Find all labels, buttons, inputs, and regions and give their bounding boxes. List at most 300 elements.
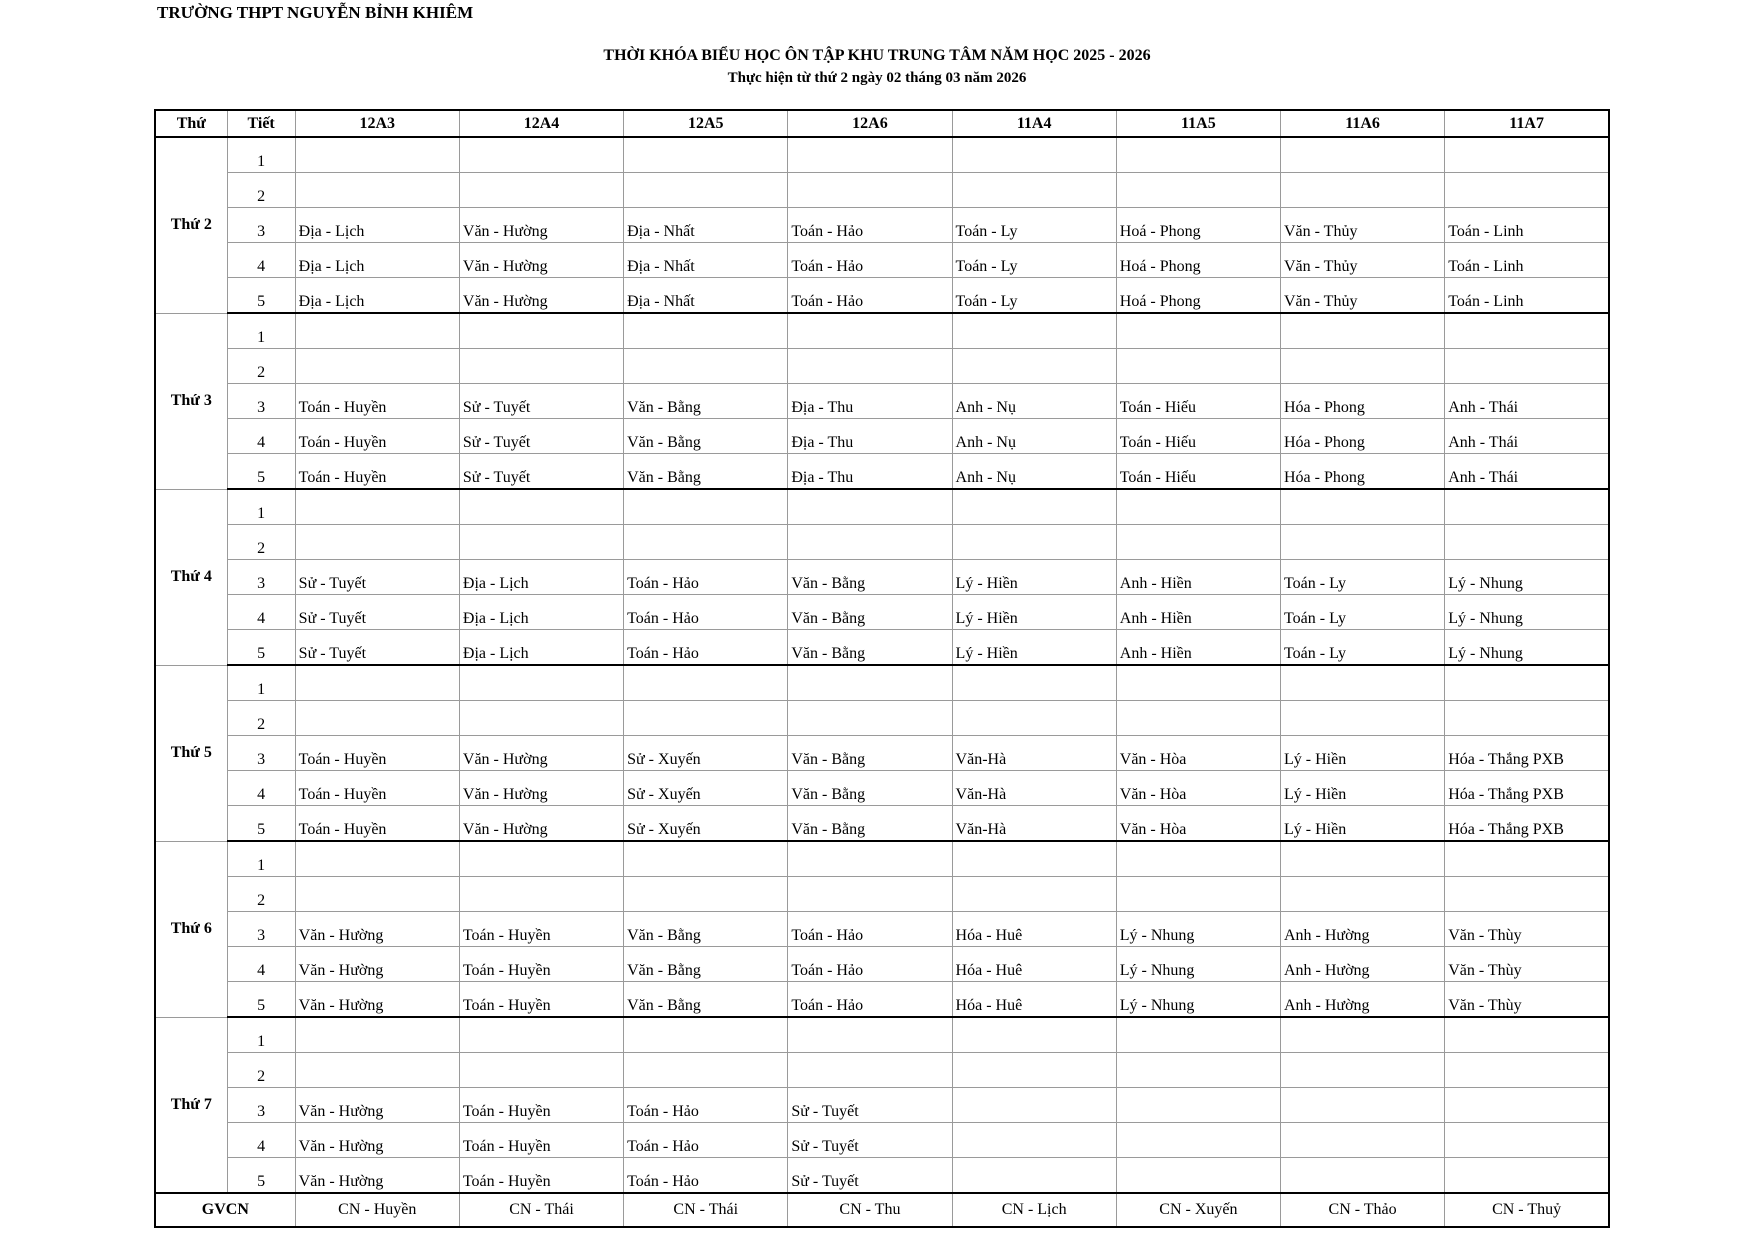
lesson-cell: Lý - Hiền (1280, 736, 1444, 771)
lesson-cell (952, 1017, 1116, 1053)
lesson-cell: Văn - Thủy (1280, 243, 1444, 278)
lesson-cell: Toán - Ly (952, 243, 1116, 278)
lesson-cell (1445, 841, 1609, 877)
lesson-cell (1116, 525, 1280, 560)
lesson-cell: Địa - Thu (788, 384, 952, 419)
period-number: 5 (227, 1158, 295, 1194)
lesson-cell: Lý - Nhung (1116, 947, 1280, 982)
table-row (155, 665, 1609, 701)
lesson-cell: Văn - Hường (459, 243, 623, 278)
lesson-cell: Hoá - Phong (1116, 208, 1280, 243)
day-label: Thứ 7 (155, 1017, 227, 1193)
lesson-cell: Văn - Thùy (1445, 912, 1609, 947)
header-class: 11A7 (1445, 110, 1609, 137)
lesson-cell: Văn - Hường (295, 982, 459, 1018)
table-row (155, 137, 1609, 173)
lesson-cell (1280, 1088, 1444, 1123)
lesson-cell: Văn-Hà (952, 806, 1116, 842)
lesson-cell: Lý - Nhung (1116, 982, 1280, 1018)
lesson-cell: Hóa - Phong (1280, 419, 1444, 454)
day-label: Thứ 4 (155, 489, 227, 665)
lesson-cell: Lý - Nhung (1445, 595, 1609, 630)
lesson-cell: Toán - Ly (1280, 595, 1444, 630)
table-row (155, 208, 1609, 243)
lesson-cell: Toán - Hảo (788, 278, 952, 314)
lesson-cell: Anh - Hiền (1116, 560, 1280, 595)
lesson-cell (788, 841, 952, 877)
lesson-cell (1116, 489, 1280, 525)
lesson-cell (459, 1053, 623, 1088)
lesson-cell (1116, 1088, 1280, 1123)
lesson-cell (1116, 1158, 1280, 1194)
period-number: 5 (227, 454, 295, 490)
period-number: 4 (227, 243, 295, 278)
lesson-cell (295, 1017, 459, 1053)
table-row (155, 489, 1609, 525)
lesson-cell (459, 701, 623, 736)
lesson-cell: Hóa - Huê (952, 947, 1116, 982)
lesson-cell: Toán - Linh (1445, 278, 1609, 314)
table-row (155, 525, 1609, 560)
table-row (155, 630, 1609, 666)
lesson-cell: Toán - Huyền (295, 454, 459, 490)
table-row (155, 1088, 1609, 1123)
header-class: 12A4 (459, 110, 623, 137)
lesson-cell: Hóa - Thắng PXB (1445, 806, 1609, 842)
header-class: 12A6 (788, 110, 952, 137)
lesson-cell: Hóa - Huê (952, 912, 1116, 947)
lesson-cell: Toán - Huyền (295, 736, 459, 771)
period-number: 2 (227, 701, 295, 736)
day-label: Thứ 5 (155, 665, 227, 841)
lesson-cell (624, 701, 788, 736)
lesson-cell: Văn - Bằng (788, 806, 952, 842)
lesson-cell (459, 173, 623, 208)
table-row (155, 1158, 1609, 1194)
lesson-cell: Lý - Nhung (1116, 912, 1280, 947)
lesson-cell: Toán - Linh (1445, 208, 1609, 243)
lesson-cell: Văn - Hường (459, 806, 623, 842)
lesson-cell: Văn - Hường (295, 1158, 459, 1194)
lesson-cell: Văn - Hường (295, 1088, 459, 1123)
lesson-cell: Toán - Hảo (624, 1088, 788, 1123)
lesson-cell (295, 1053, 459, 1088)
lesson-cell (1280, 1017, 1444, 1053)
lesson-cell: Sử - Tuyết (459, 384, 623, 419)
lesson-cell: Địa - Nhất (624, 208, 788, 243)
period-number: 3 (227, 736, 295, 771)
period-number: 2 (227, 173, 295, 208)
lesson-cell: Toán - Hảo (788, 208, 952, 243)
homeroom-teacher: CN - Thái (459, 1193, 623, 1227)
lesson-cell (295, 841, 459, 877)
lesson-cell (624, 1017, 788, 1053)
lesson-cell (788, 313, 952, 349)
lesson-cell: Văn - Hường (459, 208, 623, 243)
header-class: 11A6 (1280, 110, 1444, 137)
lesson-cell: Toán - Huyền (459, 982, 623, 1018)
homeroom-teacher: CN - Thái (624, 1193, 788, 1227)
lesson-cell: Văn - Hòa (1116, 771, 1280, 806)
table-row (155, 947, 1609, 982)
lesson-cell: Lý - Hiền (952, 560, 1116, 595)
lesson-cell (1116, 313, 1280, 349)
lesson-cell (1445, 1158, 1609, 1194)
lesson-cell: Sử - Xuyến (624, 771, 788, 806)
homeroom-teacher: CN - Thuỷ (1445, 1193, 1609, 1227)
document-title: THỜI KHÓA BIỂU HỌC ÔN TẬP KHU TRUNG TÂM NĂM HỌC 2025 - 2026 (603, 47, 1151, 64)
lesson-cell: Toán - Hảo (624, 1158, 788, 1194)
table-row (155, 982, 1609, 1018)
lesson-cell (624, 349, 788, 384)
lesson-cell: Toán - Hảo (624, 560, 788, 595)
lesson-cell: Anh - Hường (1280, 912, 1444, 947)
lesson-cell (624, 313, 788, 349)
lesson-cell: Lý - Hiền (1280, 771, 1444, 806)
lesson-cell: Văn - Thùy (1445, 982, 1609, 1018)
period-number: 1 (227, 137, 295, 173)
lesson-cell: Toán - Hảo (624, 1123, 788, 1158)
lesson-cell: Văn - Hường (459, 771, 623, 806)
lesson-cell: Lý - Nhung (1445, 560, 1609, 595)
period-number: 2 (227, 525, 295, 560)
table-row (155, 595, 1609, 630)
lesson-cell: Địa - Lịch (295, 278, 459, 314)
lesson-cell: Toán - Huyền (459, 1158, 623, 1194)
lesson-cell (1445, 701, 1609, 736)
day-label: Thứ 6 (155, 841, 227, 1017)
table-row (155, 173, 1609, 208)
lesson-cell: Địa - Nhất (624, 243, 788, 278)
lesson-cell (459, 349, 623, 384)
lesson-cell: Sử - Xuyến (624, 806, 788, 842)
lesson-cell (624, 489, 788, 525)
table-row (155, 1053, 1609, 1088)
lesson-cell (295, 489, 459, 525)
lesson-cell: Toán - Huyền (295, 771, 459, 806)
lesson-cell (1445, 665, 1609, 701)
lesson-cell: Văn - Thùy (1445, 947, 1609, 982)
header-class: 12A5 (624, 110, 788, 137)
lesson-cell (1280, 313, 1444, 349)
lesson-cell: Toán - Hiếu (1116, 419, 1280, 454)
lesson-cell (788, 665, 952, 701)
period-number: 3 (227, 384, 295, 419)
lesson-cell: Địa - Lịch (295, 243, 459, 278)
lesson-cell (295, 525, 459, 560)
header-class: 11A4 (952, 110, 1116, 137)
lesson-cell (295, 173, 459, 208)
lesson-cell: Anh - Hường (1280, 982, 1444, 1018)
lesson-cell: Văn - Bằng (624, 982, 788, 1018)
lesson-cell: Văn - Hường (459, 278, 623, 314)
lesson-cell (788, 701, 952, 736)
period-number: 1 (227, 665, 295, 701)
lesson-cell (952, 1158, 1116, 1194)
lesson-cell (624, 137, 788, 173)
lesson-cell: Văn - Bằng (788, 595, 952, 630)
lesson-cell (788, 525, 952, 560)
lesson-cell (952, 841, 1116, 877)
lesson-cell: Anh - Thái (1445, 454, 1609, 490)
lesson-cell (624, 173, 788, 208)
lesson-cell: Lý - Hiền (952, 630, 1116, 666)
lesson-cell: Địa - Lịch (295, 208, 459, 243)
lesson-cell: Lý - Hiền (952, 595, 1116, 630)
lesson-cell: Địa - Thu (788, 454, 952, 490)
lesson-cell: Lý - Nhung (1445, 630, 1609, 666)
lesson-cell (788, 349, 952, 384)
period-number: 1 (227, 489, 295, 525)
lesson-cell (1116, 1053, 1280, 1088)
lesson-cell (1116, 701, 1280, 736)
period-number: 4 (227, 1123, 295, 1158)
lesson-cell (295, 877, 459, 912)
table-row (155, 454, 1609, 490)
school-name: TRƯỜNG THPT NGUYỄN BỈNH KHIÊM (157, 3, 474, 22)
lesson-cell: Toán - Ly (1280, 560, 1444, 595)
lesson-cell (459, 1017, 623, 1053)
lesson-cell (624, 877, 788, 912)
period-number: 3 (227, 1088, 295, 1123)
lesson-cell (1445, 313, 1609, 349)
lesson-cell: Sử - Tuyết (788, 1158, 952, 1194)
table-row (155, 912, 1609, 947)
lesson-cell (1280, 877, 1444, 912)
lesson-cell: Văn - Hường (295, 947, 459, 982)
lesson-cell: Toán - Ly (1280, 630, 1444, 666)
lesson-cell: Sử - Tuyết (295, 595, 459, 630)
lesson-cell: Văn - Bằng (624, 384, 788, 419)
lesson-cell: Toán - Hảo (788, 982, 952, 1018)
lesson-cell: Văn - Bằng (624, 912, 788, 947)
lesson-cell: Anh - Thái (1445, 419, 1609, 454)
lesson-cell (788, 489, 952, 525)
lesson-cell: Sử - Xuyến (624, 736, 788, 771)
lesson-cell: Văn - Bằng (788, 560, 952, 595)
lesson-cell: Văn - Bằng (624, 419, 788, 454)
homeroom-row (155, 1193, 1609, 1227)
lesson-cell (1280, 1053, 1444, 1088)
lesson-cell (788, 1053, 952, 1088)
lesson-cell (1116, 665, 1280, 701)
lesson-cell: Toán - Huyền (295, 419, 459, 454)
period-number: 3 (227, 912, 295, 947)
lesson-cell (295, 701, 459, 736)
lesson-cell: Sử - Tuyết (459, 454, 623, 490)
table-row (155, 1123, 1609, 1158)
lesson-cell (459, 665, 623, 701)
table-row (155, 841, 1609, 877)
timetable-body (155, 137, 1609, 1193)
lesson-cell: Văn - Bằng (788, 630, 952, 666)
lesson-cell: Văn - Hường (295, 1123, 459, 1158)
table-row (155, 1017, 1609, 1053)
lesson-cell (459, 137, 623, 173)
header-class: 11A5 (1116, 110, 1280, 137)
lesson-cell (459, 525, 623, 560)
table-row (155, 701, 1609, 736)
lesson-cell: Toán - Hảo (788, 243, 952, 278)
lesson-cell (1280, 841, 1444, 877)
lesson-cell: Toán - Linh (1445, 243, 1609, 278)
header-period: Tiết (227, 110, 295, 137)
period-number: 4 (227, 771, 295, 806)
lesson-cell: Hóa - Thắng PXB (1445, 736, 1609, 771)
lesson-cell: Toán - Hảo (624, 630, 788, 666)
lesson-cell (952, 173, 1116, 208)
lesson-cell: Toán - Hiếu (1116, 454, 1280, 490)
lesson-cell: Hoá - Phong (1116, 278, 1280, 314)
table-row (155, 349, 1609, 384)
homeroom-teacher: CN - Thu (788, 1193, 952, 1227)
lesson-cell (1280, 137, 1444, 173)
lesson-cell: Địa - Lịch (459, 630, 623, 666)
lesson-cell: Anh - Hiền (1116, 630, 1280, 666)
lesson-cell: Địa - Lịch (459, 560, 623, 595)
table-row (155, 384, 1609, 419)
lesson-cell (1445, 489, 1609, 525)
lesson-cell (1280, 1158, 1444, 1194)
lesson-cell: Toán - Huyền (295, 806, 459, 842)
lesson-cell (1280, 173, 1444, 208)
period-number: 5 (227, 806, 295, 842)
lesson-cell (952, 1123, 1116, 1158)
lesson-cell (788, 137, 952, 173)
lesson-cell: Hóa - Thắng PXB (1445, 771, 1609, 806)
lesson-cell: Địa - Lịch (459, 595, 623, 630)
lesson-cell: Văn - Bằng (788, 736, 952, 771)
homeroom-label: GVCN (155, 1193, 295, 1227)
lesson-cell (952, 665, 1116, 701)
lesson-cell: Hóa - Huê (952, 982, 1116, 1018)
document-subtitle: Thực hiện từ thứ 2 ngày 02 tháng 03 năm 2026 (727, 70, 1027, 86)
lesson-cell: Anh - Nụ (952, 454, 1116, 490)
table-row (155, 313, 1609, 349)
lesson-cell (295, 665, 459, 701)
period-number: 3 (227, 560, 295, 595)
lesson-cell (1445, 349, 1609, 384)
period-number: 4 (227, 419, 295, 454)
lesson-cell (624, 841, 788, 877)
lesson-cell (624, 665, 788, 701)
lesson-cell: Văn - Bằng (624, 454, 788, 490)
period-number: 5 (227, 982, 295, 1018)
period-number: 2 (227, 349, 295, 384)
lesson-cell: Anh - Nụ (952, 384, 1116, 419)
period-number: 1 (227, 841, 295, 877)
lesson-cell: Văn-Hà (952, 736, 1116, 771)
lesson-cell (459, 489, 623, 525)
lesson-cell: Văn - Hường (295, 912, 459, 947)
homeroom-teacher: CN - Lịch (952, 1193, 1116, 1227)
lesson-cell: Anh - Thái (1445, 384, 1609, 419)
lesson-cell: Anh - Hường (1280, 947, 1444, 982)
lesson-cell: Toán - Huyền (459, 947, 623, 982)
lesson-cell (1445, 1123, 1609, 1158)
lesson-cell (1280, 665, 1444, 701)
lesson-cell (788, 1017, 952, 1053)
day-label: Thứ 3 (155, 313, 227, 489)
period-number: 5 (227, 278, 295, 314)
lesson-cell (952, 1088, 1116, 1123)
lesson-cell (1445, 1088, 1609, 1123)
header-class: 12A3 (295, 110, 459, 137)
lesson-cell (1445, 173, 1609, 208)
lesson-cell (1116, 173, 1280, 208)
lesson-cell (952, 313, 1116, 349)
lesson-cell: Địa - Nhất (624, 278, 788, 314)
lesson-cell (1445, 1017, 1609, 1053)
table-row (155, 243, 1609, 278)
lesson-cell: Lý - Hiền (1280, 806, 1444, 842)
lesson-cell (1116, 1123, 1280, 1158)
lesson-cell: Sử - Tuyết (788, 1123, 952, 1158)
lesson-cell: Anh - Nụ (952, 419, 1116, 454)
lesson-cell: Sử - Tuyết (459, 419, 623, 454)
lesson-cell (1116, 349, 1280, 384)
lesson-cell (1116, 841, 1280, 877)
lesson-cell: Toán - Huyền (295, 384, 459, 419)
lesson-cell (1280, 489, 1444, 525)
header-day: Thứ (155, 110, 227, 137)
homeroom-teacher: CN - Thảo (1280, 1193, 1444, 1227)
lesson-cell: Toán - Huyền (459, 1123, 623, 1158)
lesson-cell (952, 349, 1116, 384)
lesson-cell: Văn - Bằng (624, 947, 788, 982)
lesson-cell (952, 877, 1116, 912)
header-row (155, 110, 1609, 137)
lesson-cell: Hóa - Phong (1280, 384, 1444, 419)
lesson-cell (1445, 1053, 1609, 1088)
homeroom-teacher: CN - Huyền (295, 1193, 459, 1227)
table-row (155, 877, 1609, 912)
lesson-cell: Văn - Bằng (788, 771, 952, 806)
lesson-cell (624, 525, 788, 560)
lesson-cell (1445, 877, 1609, 912)
lesson-cell: Toán - Hảo (624, 595, 788, 630)
lesson-cell: Sử - Tuyết (788, 1088, 952, 1123)
table-row (155, 806, 1609, 842)
lesson-cell (952, 489, 1116, 525)
lesson-cell: Văn - Hường (459, 736, 623, 771)
lesson-cell: Văn-Hà (952, 771, 1116, 806)
period-number: 3 (227, 208, 295, 243)
lesson-cell: Văn - Thủy (1280, 208, 1444, 243)
lesson-cell (295, 313, 459, 349)
lesson-cell: Toán - Hảo (788, 912, 952, 947)
lesson-cell (1280, 1123, 1444, 1158)
lesson-cell: Toán - Hảo (788, 947, 952, 982)
table-row (155, 560, 1609, 595)
lesson-cell: Toán - Hiếu (1116, 384, 1280, 419)
lesson-cell (624, 1053, 788, 1088)
lesson-cell (1116, 1017, 1280, 1053)
lesson-cell (1116, 877, 1280, 912)
lesson-cell: Sử - Tuyết (295, 630, 459, 666)
lesson-cell (1280, 701, 1444, 736)
lesson-cell (788, 877, 952, 912)
lesson-cell (952, 1053, 1116, 1088)
lesson-cell: Toán - Ly (952, 208, 1116, 243)
lesson-cell (459, 877, 623, 912)
lesson-cell: Địa - Thu (788, 419, 952, 454)
document-title-block (0, 45, 1754, 89)
lesson-cell: Văn - Hòa (1116, 806, 1280, 842)
period-number: 2 (227, 877, 295, 912)
table-row (155, 419, 1609, 454)
lesson-cell (1280, 349, 1444, 384)
